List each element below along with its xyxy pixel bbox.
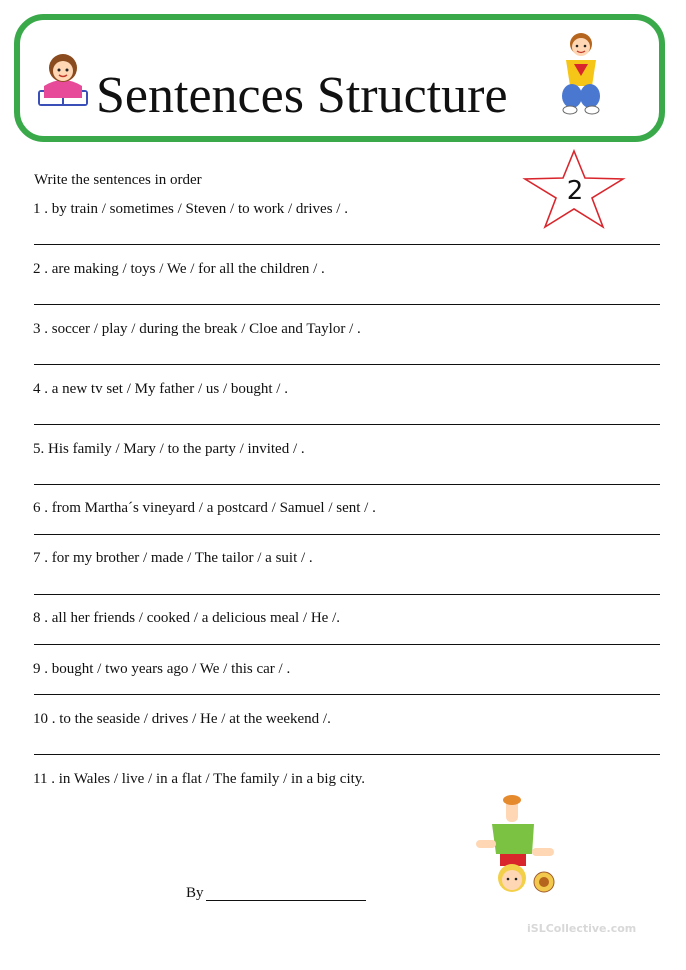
exercise-2: 2 . are making / toys / We / for all the children / . — [33, 261, 325, 277]
girl-reading-illustration — [30, 46, 96, 114]
answer-line-7[interactable] — [34, 594, 660, 595]
cartwheel-kid-illustration — [476, 794, 560, 902]
exercise-10: 10 . to the seaside / drives / He / at the weekend /. — [33, 711, 331, 727]
answer-line-4[interactable] — [34, 424, 660, 425]
watermark: iSLCollective.com — [527, 922, 637, 935]
answer-line-2[interactable] — [34, 304, 660, 305]
exercise-11: 11 . in Wales / live / in a flat / The family / in a big city. — [33, 771, 366, 787]
worksheet-number: 2 — [566, 176, 584, 206]
answer-line-6[interactable] — [34, 534, 660, 535]
by-label: By — [186, 885, 204, 901]
name-line[interactable] — [206, 900, 366, 901]
answer-line-10[interactable] — [34, 754, 660, 755]
exercise-6: 6 . from Martha´s vineyard / a postcard / Samuel / sent / . — [33, 500, 376, 516]
boy-sitting-illustration — [556, 30, 606, 116]
exercise-8: 8 . all her friends / cooked / a delicious meal / He /. — [33, 610, 340, 626]
exercise-1: 1 . by train / sometimes / Steven / to work / drives / . — [33, 201, 348, 217]
exercise-5: 5. His family / Mary / to the party / invited / . — [33, 441, 305, 457]
answer-line-3[interactable] — [34, 364, 660, 365]
exercise-9: 9 . bought / two years ago / We / this car / . — [33, 661, 291, 677]
answer-line-5[interactable] — [34, 484, 660, 485]
exercise-3: 3 . soccer / play / during the break / Cloe and Taylor / . — [33, 321, 361, 337]
exercise-4: 4 . a new tv set / My father / us / bought / . — [33, 381, 288, 397]
answer-line-1[interactable] — [34, 244, 660, 245]
exercise-7: 7 . for my brother / made / The tailor / a suit / . — [33, 550, 313, 566]
instruction-text: Write the sentences in order — [34, 172, 202, 188]
answer-line-9[interactable] — [34, 694, 660, 695]
answer-line-8[interactable] — [34, 644, 660, 645]
page-title: Sentences Structure — [96, 67, 508, 124]
